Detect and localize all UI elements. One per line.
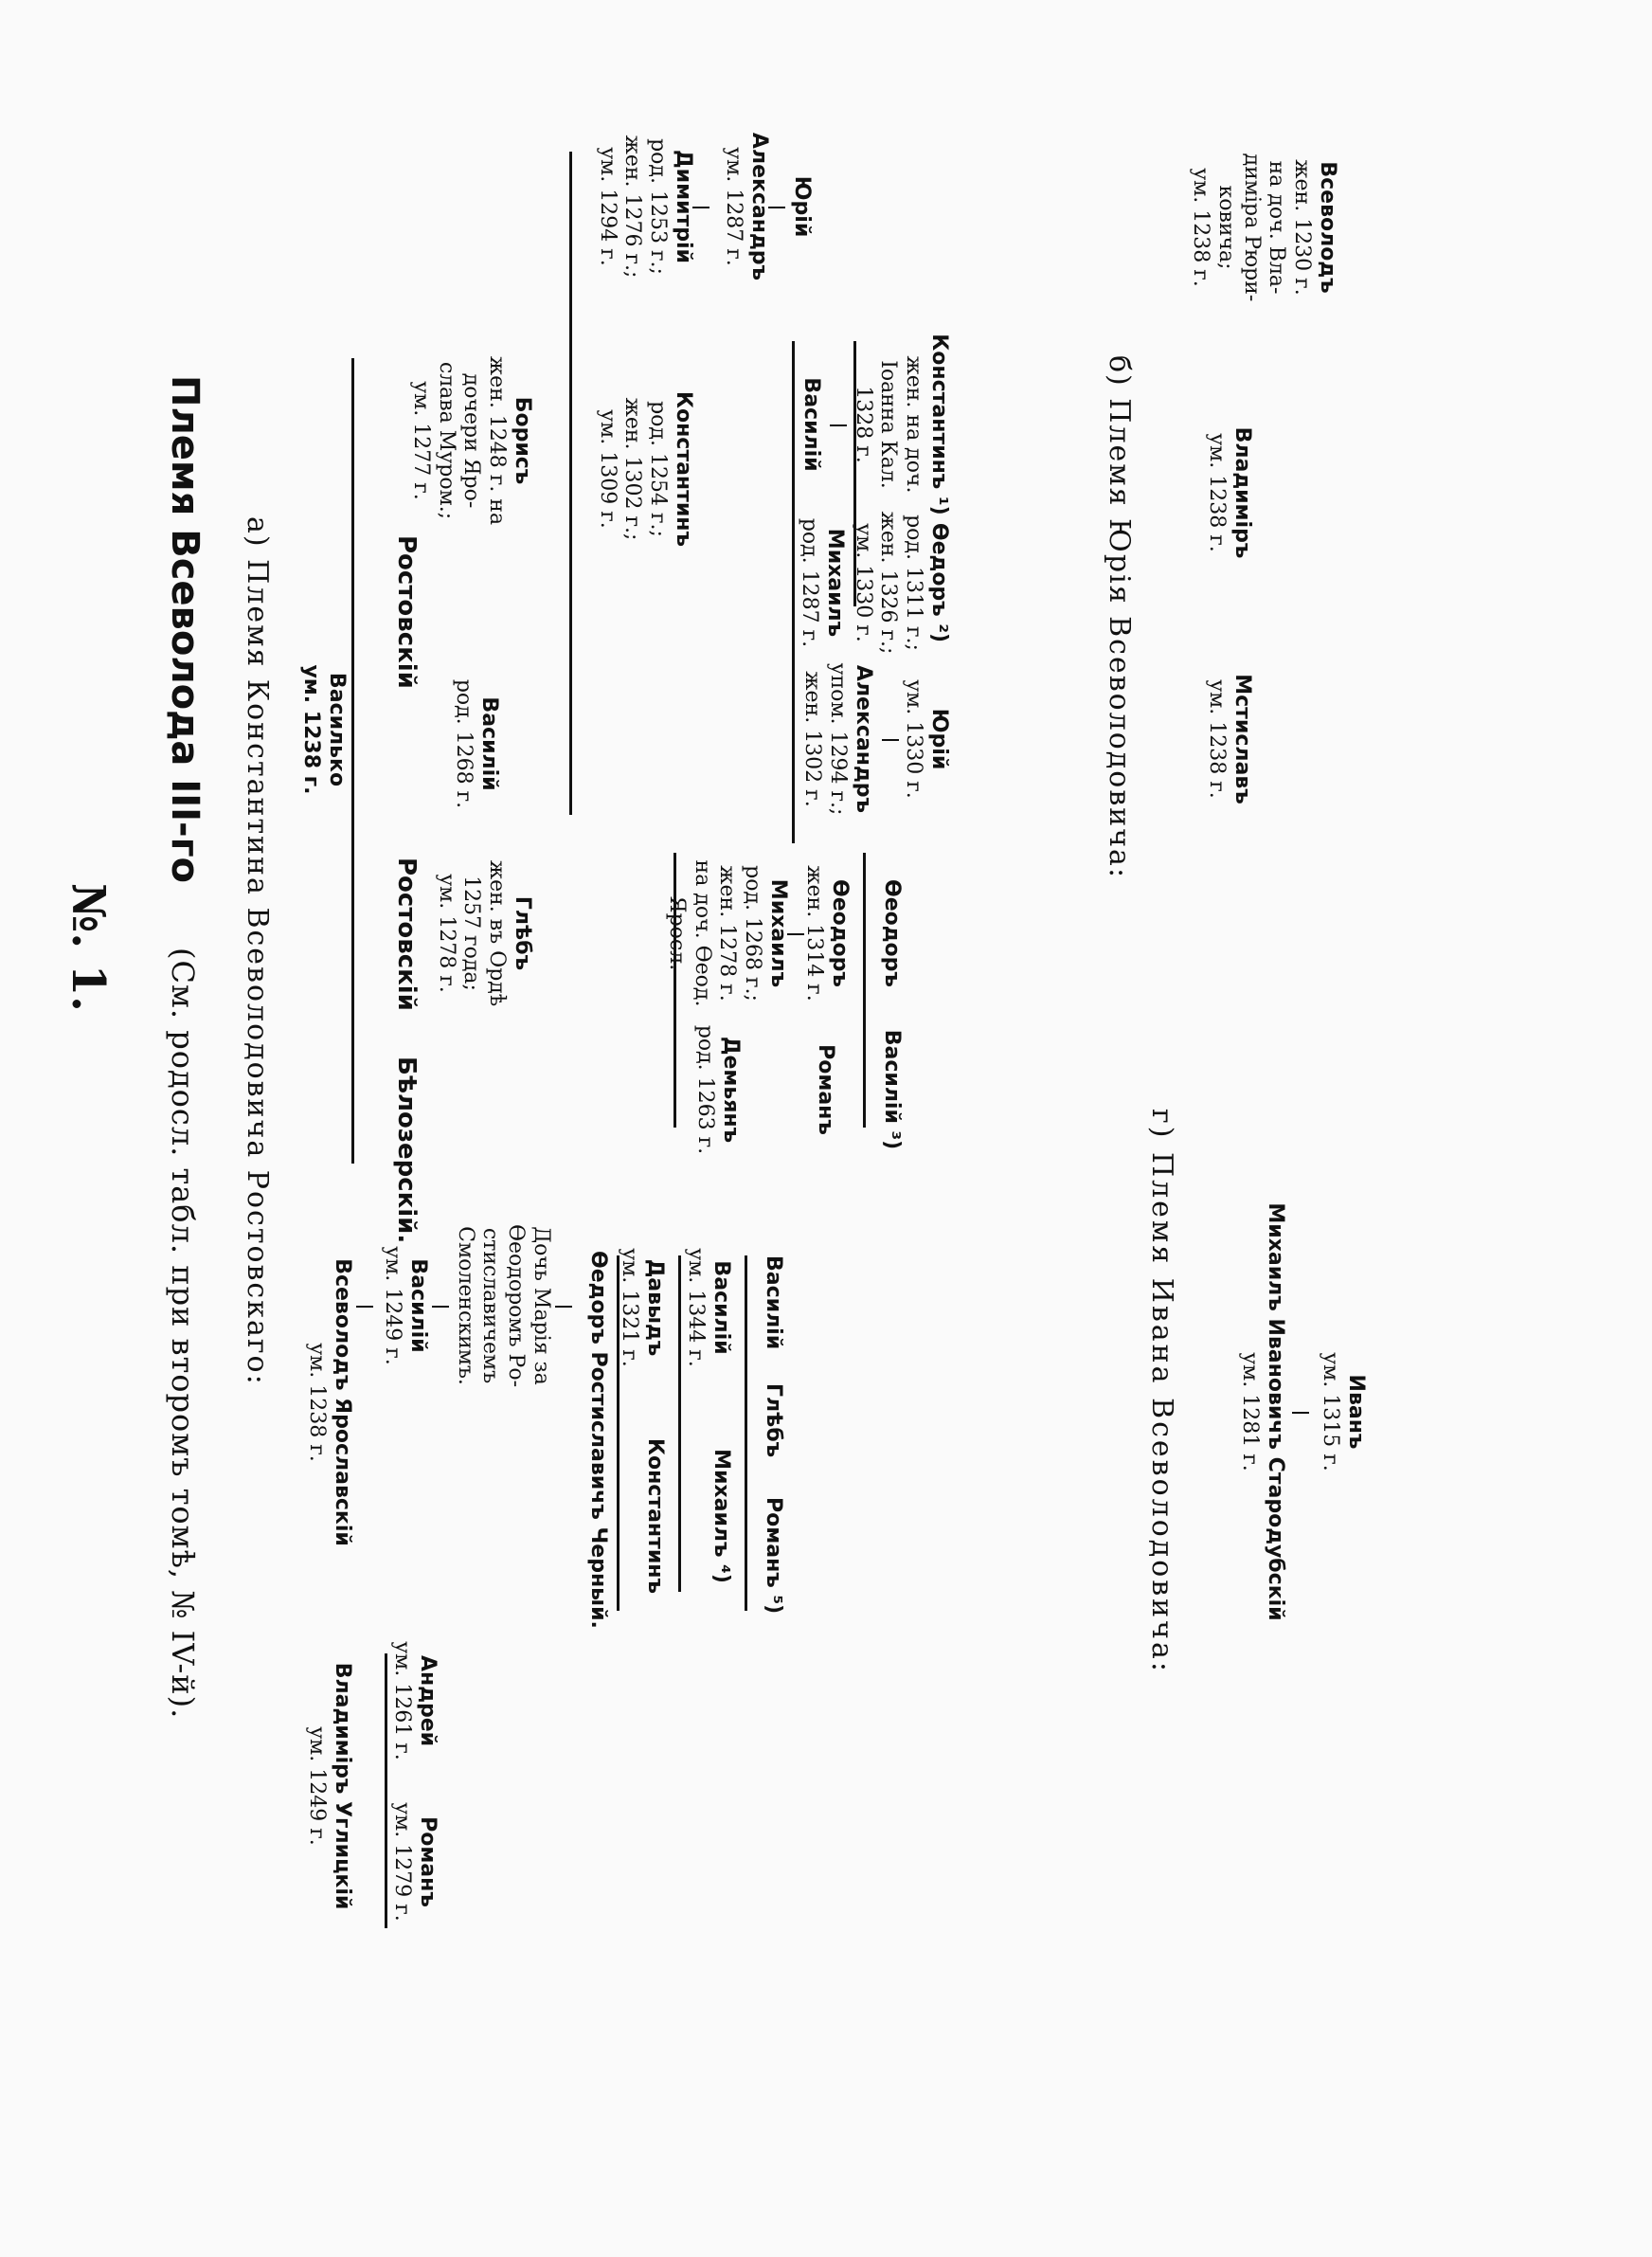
person-konstantin-n1: Константинъ ¹) жен. на доч. Іоанна Кал. 1328 г. (851, 334, 951, 515)
bracket-vasily-1344-children (745, 1255, 747, 1611)
person-vasily: Василій (762, 1255, 785, 1350)
label-rostovsky: Ростовскій (392, 535, 421, 689)
subsection-b-heading: б) Племя Юрія Всеволодовича: (1103, 355, 1136, 880)
subsection-a-heading: а) Племя Константина Всеволодовича Ростовскаго: (241, 516, 274, 1386)
line (432, 1306, 449, 1308)
person-alexander-1294: Александръ упом. 1294 г.; жен. 1302 г. (800, 662, 875, 816)
subsection-g-heading: г) Племя Ивана Всеволодовича: (1145, 1109, 1178, 1674)
person-mikhail-starodubsky: Михаилъ Ивановичъ Стародубскій ум. 1281 г. (1238, 1202, 1287, 1621)
person-roman: Романъ (814, 1044, 837, 1135)
line (830, 424, 847, 426)
person-andrey: Андрей ум. 1261 г. (390, 1641, 440, 1760)
line (1292, 1412, 1309, 1414)
line (692, 207, 709, 208)
person-vasilko: Василько ум. 1238 г. (299, 664, 349, 795)
person-gleb: Глѣбъ (762, 1383, 785, 1458)
person-mikhail-1268: Михаилъ род. 1268 г.; жен. 1278 г. на доч. Ѳеод. Яросл. (664, 859, 790, 1007)
person-alexander-1287: Александръ ум. 1287 г. (722, 132, 771, 281)
person-feodor-n2: Ѳедоръ ²) род. 1311 г.; жен. 1326 г.; ум. 1330 г. (851, 511, 951, 655)
bracket-feodor-children (863, 853, 866, 1128)
person-feodor: Ѳеодоръ (880, 879, 904, 987)
person-yury: Юрій (790, 175, 814, 238)
bracket-vasilko-children (351, 358, 354, 1164)
person-roman-1279: Романъ ум. 1279 г. (390, 1802, 440, 1922)
page-title: Племя Всеволода III-го (163, 375, 206, 883)
person-roman-n5: Романъ ⁵) (762, 1497, 785, 1615)
person-david: Давыдъ ум. 1321 г. (618, 1248, 667, 1367)
person-konstantin-1254: Константинъ род. 1254 г.; жен. 1302 г.; ум. 1309 г. (595, 390, 695, 548)
person-boris: Борисъ жен. 1248 г. на дочери Яро- слава Муром.; ум. 1277 г. (408, 355, 534, 526)
person-mikhail-n4: Михаилъ ⁴) (709, 1449, 733, 1583)
person-konstantin: Константинъ (643, 1437, 667, 1595)
person-ivan: Иванъ ум. 1315 г. (1319, 1352, 1368, 1472)
person-mikhail-1287: Михаилъ род. 1287 г. (798, 517, 847, 648)
person-yury-1330: Юрій ум. 1330 г. (902, 679, 951, 799)
page-number: №. 1. (62, 883, 115, 1012)
person-mstislav: Мстиславъ ум. 1238 г. (1205, 674, 1254, 804)
title-note: (См. родосл. табл. при второмъ томѣ, № IV-й). (165, 948, 201, 1720)
line (356, 1306, 373, 1308)
line (768, 207, 785, 208)
person-vasily-1249: Василій ум. 1249 г. (381, 1246, 430, 1365)
bracket-vladimir-children (385, 1653, 387, 1928)
person-vasily-1268: Василій род. 1268 г. (452, 678, 501, 809)
line (882, 739, 899, 741)
person-vladimir: Владиміръ ум. 1238 г. (1205, 426, 1254, 559)
person-vladimir-uglitsky: Владиміръ Углицкій ум. 1249 г. (305, 1662, 354, 1910)
label-belozersky: Бѣлозерскій. (392, 1056, 421, 1244)
person-feodor-1314: Ѳеодоръ жен. 1314 г. (802, 865, 852, 1002)
person-vsevolod-yaroslavsky: Всеволодъ Ярославскій ум. 1238 г. (305, 1258, 354, 1546)
person-maria: Дочь Марія за Ѳеодоромъ Ро- стиславичемъ Смоленскимъ. (453, 1223, 553, 1388)
person-demyan: Демьянъ род. 1263 г. (693, 1024, 743, 1155)
bracket-konstantin-children (792, 341, 795, 843)
bracket-boris-children (569, 152, 572, 815)
person-feodor-cherny: Ѳедоръ Ростиславичъ Черный. (586, 1251, 610, 1629)
person-vasily-1344: Василій ум. 1344 г. (684, 1248, 733, 1367)
person-vsevolod: Всеволодъ жен. 1230 г. на доч. Вла- диміра Рюри- ковича; ум. 1238 г. (1188, 153, 1339, 302)
person-vasily-n3: Василій ³) (880, 1029, 904, 1150)
line (555, 1306, 572, 1308)
person-dimitry: Димитрій род. 1253 г.; жен. 1276 г.; ум. 1294 г. (595, 135, 695, 279)
bracket-david-children (678, 1255, 681, 1592)
person-gleb: Глѣбъ жен. въ Ордѣ 1257 года; ум. 1278 г. (434, 859, 534, 1007)
person-vasily: Василій (799, 377, 823, 472)
label-rostovsky: Ростовскій (392, 858, 421, 1011)
